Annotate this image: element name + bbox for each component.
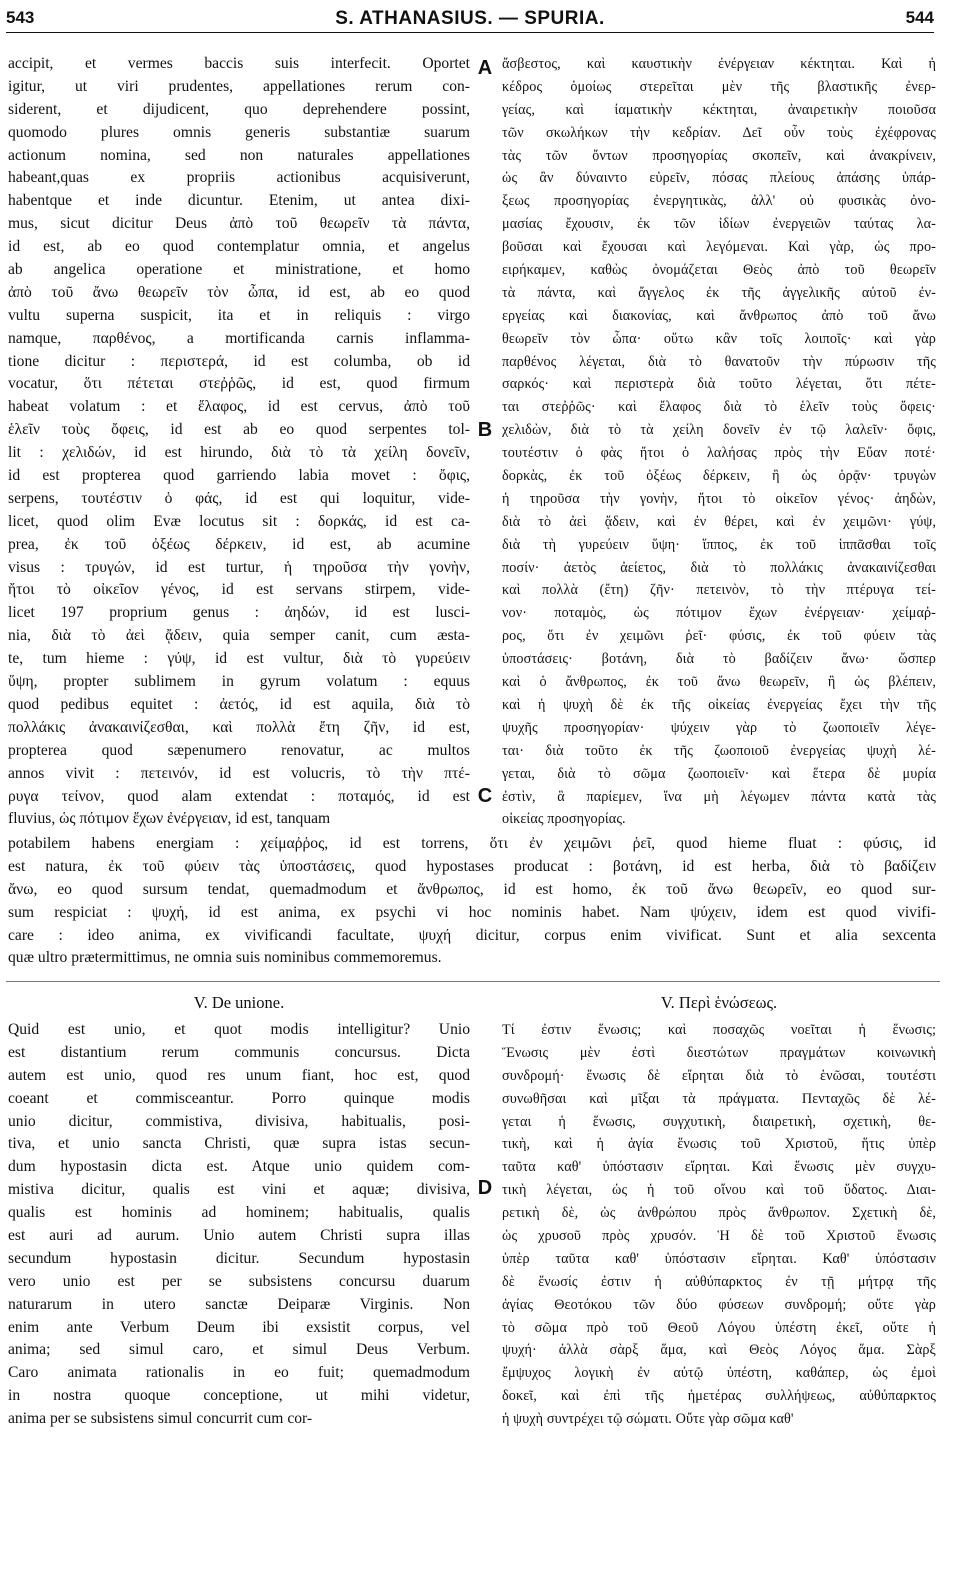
text-line: potabilem habens energiam : χείμαῤῥος, id est torrens, ὅτι ἐν χειμῶνι ῥεῖ, quod hieme fluat : φύσις, id (8, 835, 936, 852)
text-line: licet, quod olim Evæ locutus sit : δορκάς, id est ca- (8, 512, 470, 530)
text-line: ξεως προσηγορίας ἐνεργητικὰς, ἀλλ' οὐ φυσικὰς ὀνο- (502, 193, 936, 210)
text-line: accipit, et vermes baccis suis interfecit. Oportet (8, 55, 470, 72)
text-line: te, tum hieme : γύψ, id est vultur, διὰ τὸ γυρεύειν (8, 650, 470, 668)
text-line: naturarum in utero sanctæ Deiparæ Virginis. Non (8, 1295, 470, 1313)
running-title: S. ATHANASIUS. — SPURIA. (335, 8, 605, 29)
page-header (6, 6, 934, 33)
text-line: vocatur, ὅτι πέτεται στεῤῥῶς, id est, quod firmum (8, 375, 470, 393)
text-line: ὡς ἂν δύναιντο εὑρεῖν, πόσας πλείους ἀπάσης ὑπάρ- (502, 170, 936, 187)
text-line: Ἕνωσις μὲν ἐστὶ διεστώτων πραγμάτων κοινωνικὴ (502, 1044, 936, 1061)
margin-marker-c: C (477, 785, 493, 807)
text-line: habeat volatum : et ἔλαφος, id est cervus, ἀπὸ τοῦ (8, 398, 470, 416)
text-line: ται στεῤῥῶς· καὶ ἔλαφος διὰ τὸ ἑλεῖν τοὺς ὄφεις· (502, 399, 936, 416)
latin-column-section (8, 1019, 470, 1431)
text-line: anima; sed simul caro, et simul Deus Verbum. (8, 1341, 470, 1359)
text-line: visus : τρυγών, id est turtur, ἡ τηροῦσα τὴν γονὴν, (8, 558, 470, 576)
text-line: quæ ultro prætermittimus, ne omnia suis nominibus commemoremus. (8, 949, 442, 967)
text-line: τὸ σῶμα πρὸ τοῦ Θεοῦ Λόγου ὑπέστη ἐκεῖ, οὔτε ἡ (502, 1319, 936, 1336)
text-line: βοῦσαι καὶ ἔχουσαι καὶ λεγόμεναι. Καὶ γὰρ, ὡς προ- (502, 239, 936, 256)
text-line: γεται ἡ ἕνωσις, συγχυτικὴ, διαιρετικὴ, σχετικὴ, θε- (502, 1113, 936, 1130)
margin-marker-b: B (477, 419, 493, 441)
text-line: licet 197 proprium genus : ἀηδών, id est lusci- (8, 604, 470, 622)
text-line: coeant et commisceantur. Porro quinque modis (8, 1089, 470, 1107)
text-line: σαρκός· καὶ περιστερὰ διὰ τοῦτο λέγεται, ὅτι πέτε- (502, 376, 936, 393)
text-line: θεωρεῖν τὸν ὦπα· οὕτω κἂν τοῖς λοιποῖς· καὶ γὰρ (502, 330, 936, 347)
text-line: καὶ ἡ ψυχὴ δὲ ἐκ τῆς οἰκείας ἐνεργείας ἔχει τὴν τῆς (502, 696, 936, 713)
text-line: γεται, διὰ τὸ σῶμα ζωοποιεῖν· καὶ ἕτερα δὲ μυρία (502, 765, 936, 782)
text-line: τὰ πάντα, καὶ ἄγγελος ἐκ τῆς ἀγγελικῆς αὐτοῦ ἐν- (502, 284, 936, 301)
text-line: Quid est unio, et quot modis intelligitur? Unio (8, 1021, 470, 1038)
text-line: ἑλεῖν τοὺς ὄφεις, id est ab eo quod serpentes tol- (8, 421, 470, 439)
text-line: est natura, ἐκ τοῦ φύειν τὰς ὑποστάσεις, quod hypostases producat : βοτάνη, id est herba, διὰ τὸ βαδίζειν (8, 857, 936, 875)
text-line: ἔμψυχος λογικὴ ἐν αὐτῷ ὑπέστη, καθάπερ, ὡς ἐμοὶ (502, 1365, 936, 1382)
text-line: qualis est hominis ad hominem; habitualis, qualis (8, 1204, 470, 1222)
top-two-column-block (6, 53, 934, 833)
text-line: γείας, καὶ ἰαματικὴν κέκτηται, ἀναιρετικὴν ποιοῦσα (502, 101, 936, 118)
text-line: οἰκείας προσηγορίας. (502, 811, 626, 828)
text-line: actionum nomina, sed non naturales appellationes (8, 146, 470, 164)
text-line: id est propterea quod garriendo labia movet : ὄφις, (8, 467, 470, 485)
text-line: lit : χελιδών, id est hirundo, διὰ τὸ τὰ χείλη δονεῖν, (8, 444, 470, 462)
text-line: namque, παρθένος, a mortificanda carnis inflamma- (8, 329, 470, 347)
text-line: ἤτοι τὸ οἰκεῖον γένος, id est servans stirpem, vide- (8, 581, 470, 599)
text-line: ταῦτα καθ' ὑπόστασιν εἴρηται. Καὶ ἕνωσις μὲν συγχυ- (502, 1159, 936, 1176)
text-line: καὶ ὁ ἄνθρωπος, ἐκ τοῦ ἄνω θεωρεῖν, ἢ ὡς βλέπειν, (502, 674, 936, 691)
text-line: κέδρος ὁμοίως στερεῖται μὲν τῆς βλαστικῆς ἐνερ- (502, 78, 936, 95)
page-number-left: 543 (6, 8, 35, 27)
text-line: prea, ἐκ τοῦ ὀξέως δέρκειν, id est, ab acumine (8, 535, 470, 553)
text-line: sum respiciat : ψυχή, id est anima, ex psychi vi hoc nominis habet. Nam ψύχειν, idem est quod vivifi- (8, 903, 936, 921)
text-line: δοκεῖ, καὶ ἐπὶ τῆς ἡμετέρας συλλήψεως, αὐθύπαρκτος (502, 1388, 936, 1405)
text-line: χελιδὼν, διὰ τὸ τὰ χείλη δονεῖν ἐν τῷ λαλεῖν· ὄφις, (502, 422, 936, 439)
text-line: fluvius, ὡς πότιμον ἔχων ἐνέργειαν, id est, tanquam (8, 810, 331, 828)
greek-column-top (502, 53, 936, 831)
text-line: νον· ποταμὸς, ὡς πότιμον ἔχων ἐνέργειαν· χείμαῤ- (502, 605, 936, 622)
text-line: ἄνω, eo quod sursum tendat, quemadmodum et ἄνθρωπος, id est homo, ἐκ τοῦ ἄνω θεωρεῖν, eo quod sur- (8, 880, 936, 898)
text-line: ποσίν· ἀετὸς ἀείετος, διὰ τὸ πολλάκις ἀνακαινίζεσθαι (502, 559, 936, 576)
margin-marker-d: D (477, 1177, 493, 1199)
greek-section-heading: V. Περὶ ἑνώσεως. (660, 993, 778, 1012)
text-line: est auri ad aurum. Unio autem Christi supra illas (8, 1227, 470, 1245)
text-line: Caro animata rationalis in eo fuit; quemadmodum (8, 1364, 470, 1382)
text-line: ται· διὰ τοῦτο ἐκ τῆς ζωοποιοῦ ἐνεργείας ψυχὴ λέ- (502, 742, 936, 759)
text-line: ὑπὲρ ταῦτα καθ' ὑπόστασιν εἴρηται. Καθ' ὑπόστασιν (502, 1250, 936, 1267)
text-line: ἁγίας Θεοτόκου τῶν δύο φύσεων συνδρομή; οὔτε γὰρ (502, 1296, 936, 1313)
text-line: tione dicitur : περιστερά, id est columba, ob id (8, 352, 470, 370)
text-line: δορκὰς, ἐκ τοῦ ὀξέως δέρκειν, ἢ ὡς ὁρᾷν· τρυγὼν (502, 468, 936, 485)
section-divider (6, 981, 940, 982)
page (6, 6, 934, 1553)
text-line: autem est unio, quod res unum fiant, hoc est, quod (8, 1066, 470, 1084)
text-line: ab angelica operatione et ministratione, et homo (8, 261, 470, 279)
text-line: nia, διὰ τὸ ἀεὶ ᾄδειν, quia semper canit, cum æsta- (8, 627, 470, 645)
text-line: vultu superna suspicit, ita et in reliquis : virgo (8, 306, 470, 324)
text-line: ρυγα τείνον, quod alam extendat : ποταμός, id est (8, 787, 470, 805)
text-line: anima per se subsistens simul concurrit cum cor- (8, 1410, 313, 1428)
text-line: καὶ πολλὰ (ἔτη) ζῆν· πετεινὸν, τὸ τὴν πτέρυγα τεί- (502, 582, 936, 599)
text-line: συνωθῆσαι καὶ μῖξαι τὰ πράγματα. Πενταχῶς δὲ λέ- (502, 1090, 936, 1107)
text-line: est distantium rerum communis concursus. Dicta (8, 1043, 470, 1061)
text-line: mistiva dicitur, qualis est vini et aquæ; divisiva, (8, 1181, 470, 1199)
text-line: τὰς τῶν ὄντων προσηγορίας σκοπεῖν, καὶ ἀνακρίνειν, (502, 147, 936, 164)
text-line: habeant,quas ex propriis actionibus acquisiverunt, (8, 169, 470, 187)
page-number-right: 544 (905, 8, 934, 27)
text-line: πολλάκις ἀνακαινίζεσθαι, καὶ πολλὰ ἔτη ζῆν, id est, (8, 718, 470, 736)
text-line: δὲ ἕνωσίς ἐστιν ἡ αὐθύπαρκτος ἐν τῇ μήτρᾳ τῆς (502, 1273, 936, 1290)
margin-marker-a: A (477, 57, 493, 79)
text-line: id est, ab eo quod contemplatur omnia, et angelus (8, 238, 470, 256)
text-line: secundum hypostasin dicitur. Secundum hypostasin (8, 1249, 470, 1267)
text-line: care : ideo anima, ex vivificandi facultate, ψυχή dicitur, corpus enim vivificat. Sunt et alia sexcenta (8, 926, 936, 944)
text-line: dum hypostasin dicta est. Atque unio quidem com- (8, 1158, 470, 1176)
text-line: propterea quod sæpenumero renovatur, ac multos (8, 741, 470, 759)
text-line: διὰ τὸ ἀεὶ ᾄδειν, καὶ ἐν θέρει, καὶ ἐν χειμῶνι· γύψ, (502, 513, 936, 530)
text-line: quod pedibus equitet : ἀετός, id est aquila, διὰ τὸ (8, 695, 470, 713)
text-line: ἐστὶν, ἃ παρίεμεν, ἵνα μὴ λέγωμεν πάντα κατὰ τὰς (502, 788, 936, 805)
text-line: ψυχῆς προσηγορίαν· ψύχειν γὰρ τὸ ζωοποιεῖν λέγε- (502, 719, 936, 736)
text-line: συνδρομή· ἕνωσις δὲ εἴρηται διὰ τὸ ἑνῶσαι, τουτέστι (502, 1067, 936, 1084)
text-line: τουτέστιν ὁ φὰς ἤτοι ὁ λαλήσας πρὸς τὴν Εὔαν ποτέ· (502, 445, 936, 462)
text-line: enim ante Verbum Deum ibi exsistit corpus, vel (8, 1318, 470, 1336)
latin-section-heading: V. De unione. (193, 993, 285, 1012)
text-line: ὕψη, propter sublimem in gyrum volatum : equus (8, 673, 470, 691)
text-line: tiva, et unio sancta Christi, quæ supra istas secun- (8, 1135, 470, 1153)
text-line: mus, sicut dicitur Deus ἀπὸ τοῦ θεωρεῖν τὰ πάντα, (8, 215, 470, 233)
latin-column-top (8, 53, 470, 831)
text-line: ρετικὴ δὲ, ὡς ἀνθρώπου πρὸς ἄνθρωπον. Σχετικὴ δὲ, (502, 1205, 936, 1222)
full-width-block (6, 833, 934, 973)
text-line: ψυχή· ἀλλὰ σὰρξ ἅμα, καὶ Θεὸς Λόγος ἅμα. Σὰρξ (502, 1342, 936, 1359)
text-line: ἀπὸ τοῦ ἄνω θεωρεῖν τὸν ὦπα, id est, ab eo quod (8, 283, 470, 301)
text-line: ὡς χρυσοῦ πρὸς χρυσόν. Ἡ δὲ τοῦ Χριστοῦ ἕνωσις (502, 1228, 936, 1245)
text-line: τῶν σκωλήκων τὴν κεδρίαν. Δεῖ οὖν τοὺς ἐχέφρονας (502, 124, 936, 141)
full-width-paragraph (8, 833, 936, 970)
text-line: τικὴ λέγεται, ὡς ἡ τοῦ οἴνου καὶ τοῦ ὕδατος. Διαι- (502, 1182, 936, 1199)
text-line: παρθένος λέγεται, διὰ τὸ θανατοῦν τὴν πύρωσιν τῆς (502, 353, 936, 370)
text-line: siderent, et dijudicent, quo deprehendere possint, (8, 100, 470, 118)
text-line: εργείας καὶ διακονίας, καὶ ἄνθρωπος ἀπὸ τοῦ ἄνω (502, 307, 936, 324)
text-line: serpens, τουτέστιν ὁ φάς, id est qui loquitur, vide- (8, 489, 470, 507)
text-line: μασίας ἔχουσιν, ἐκ τῶν ἰδίων ἐνεργειῶν ταύτας λα- (502, 216, 936, 233)
text-line: vero unio est per se subsistens concursu duarum (8, 1272, 470, 1290)
text-line: igitur, ut viri prudentes, appellationes rerum con- (8, 77, 470, 95)
text-line: διὰ τὴ γυρεύειν ὕψη· ἵππος, ἐκ τοῦ ἱππᾶσθαι τοῖς (502, 536, 936, 553)
text-line: τικὴ, καὶ ἡ ἁγία ἕνωσις τοῦ Χριστοῦ, ἥτις ὑπὲρ (502, 1136, 936, 1153)
text-line: in nostra quoque conceptione, ut mihi videtur, (8, 1387, 470, 1405)
text-line: annos vivit : πετεινόν, id est volucris, τὸ τὴν πτέ- (8, 764, 470, 782)
text-line: unio dicitur, commistiva, divisiva, habitualis, posi- (8, 1112, 470, 1130)
text-line: Τί ἐστιν ἕνωσις; καὶ ποσαχῶς νοεῖται ἡ ἕνωσις; (502, 1022, 936, 1038)
text-line: quomodo plures omnis generis substantiæ suarum (8, 123, 470, 141)
text-line: ἄσβεστος, καὶ καυστικὴν ἐνέργειαν κέκτηται. Καὶ ἡ (502, 56, 936, 72)
text-line: ρος, ὅτι ἐν χειμῶνι ῥεῖ· φύσις, ἐκ τοῦ φύειν τὰς (502, 628, 936, 645)
section-block (6, 973, 934, 1553)
greek-column-section (502, 1019, 936, 1431)
text-line: ἡ ψυχὴ συντρέχει τῷ σώματι. Οὔτε γὰρ σῶμα καθ' (502, 1411, 794, 1428)
text-line: ειρήκαμεν, καθὼς ὀνομάζεται Θεὸς ἀπὸ τοῦ θεωρεῖν (502, 262, 936, 279)
text-line: ὑποστάσεις· βοτάνη, διὰ τὸ βαδίζειν ἄνω· ὥσπερ (502, 651, 936, 668)
text-line: habentque et inde dicuntur. Etenim, ut antea dixi- (8, 192, 470, 210)
text-line: ἡ τηροῦσα τὴν γονὴν, ἤτοι τὸ οἰκεῖον γένος· ἀηδὼν, (502, 490, 936, 507)
